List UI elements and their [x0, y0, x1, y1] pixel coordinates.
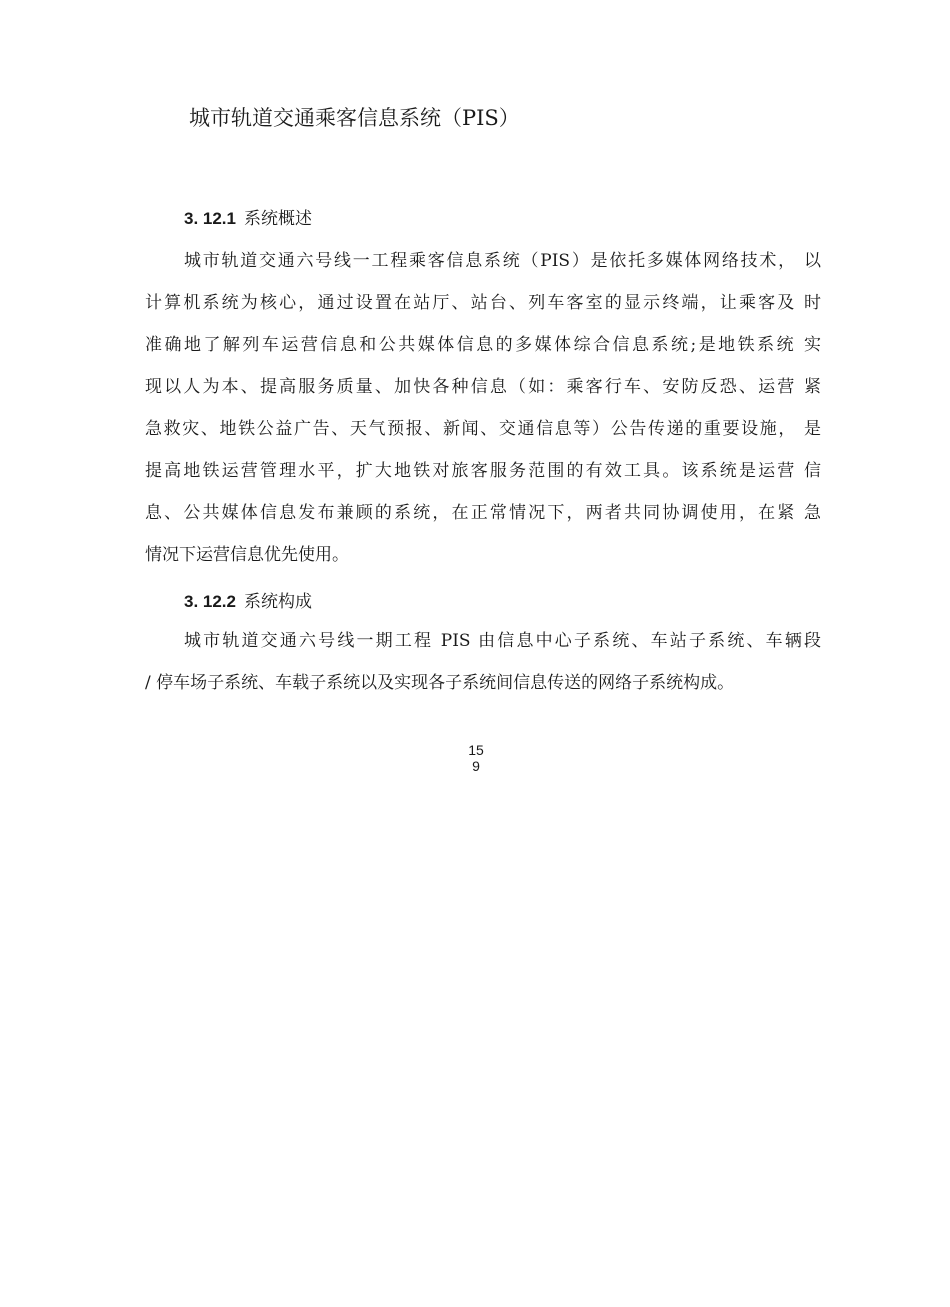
paragraph-line: 现以人为本、提高服务质量、加快各种信息（如：乘客行车、安防反恐、运营 紧 — [145, 377, 821, 397]
document-title: 城市轨道交通乘客信息系统（PIS） — [189, 106, 520, 130]
paragraph-line: / 停车场子系统、车载子系统以及实现各子系统间信息传送的网络子系统构成。 — [145, 673, 735, 693]
paragraph-line: 城市轨道交通六号线一工程乘客信息系统（PIS）是依托多媒体网络技术， 以 — [184, 251, 821, 271]
section-title: 系统概述 — [244, 209, 312, 229]
section-heading-overview — [184, 206, 312, 232]
page-number-line: 9 — [472, 758, 480, 774]
section-number: 3. 12.2 — [184, 592, 236, 611]
section-heading-composition — [184, 589, 312, 615]
paragraph-line: 计算机系统为核心，通过设置在站厅、站台、列车客室的显示终端，让乘客及 时 — [145, 293, 821, 313]
paragraph-line: 城市轨道交通六号线一期工程 PIS 由信息中心子系统、车站子系统、车辆段 — [184, 631, 821, 651]
section-title: 系统构成 — [244, 592, 312, 612]
paragraph-line: 提高地铁运营管理水平，扩大地铁对旅客服务范围的有效工具。该系统是运营 信 — [145, 461, 821, 481]
paragraph-line: 情况下运营信息优先使用。 — [145, 545, 349, 565]
paragraph-line: 准确地了解列车运营信息和公共媒体信息的多媒体综合信息系统;是地铁系统 实 — [145, 335, 821, 355]
paragraph-composition — [145, 620, 821, 704]
section-number: 3. 12.1 — [184, 209, 236, 228]
paragraph-line: 息、公共媒体信息发布兼顾的系统，在正常情况下，两者共同协调使用，在紧 急 — [145, 503, 821, 523]
page-number-line: 15 — [468, 742, 484, 758]
paragraph-line: 急救灾、地铁公益广告、天气预报、新闻、交通信息等）公告传递的重要设施， 是 — [145, 419, 821, 439]
paragraph-overview — [145, 240, 821, 576]
page-number — [466, 742, 486, 774]
